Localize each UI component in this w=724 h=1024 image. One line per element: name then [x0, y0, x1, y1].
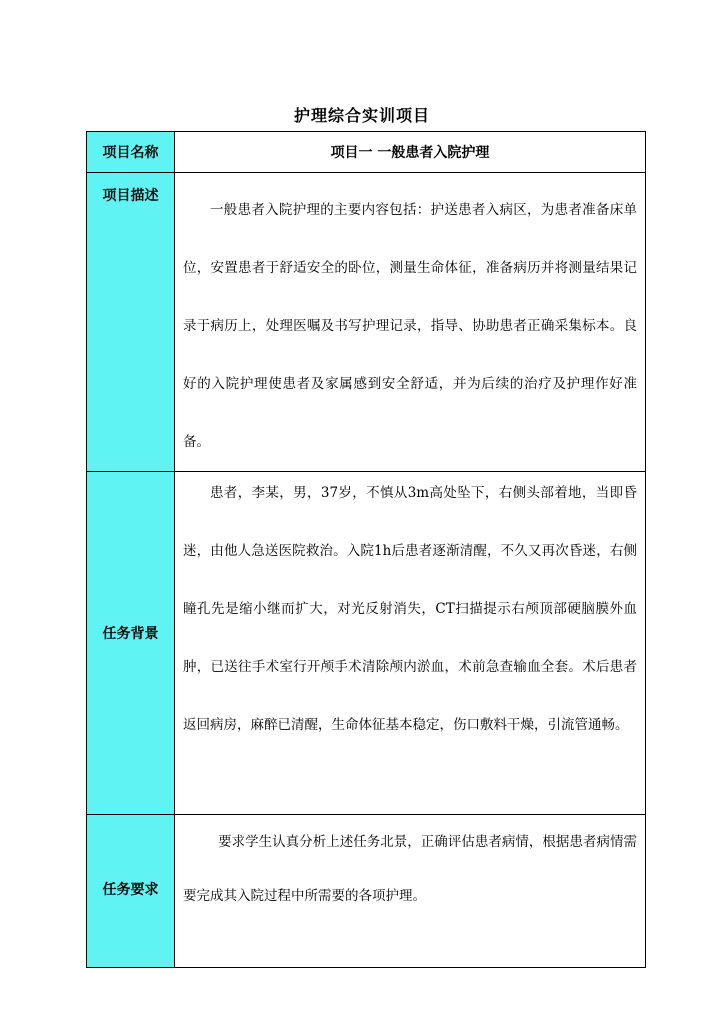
project-description-cell: [175, 173, 646, 472]
project-description-label: 项目描述: [87, 173, 175, 472]
task-background-cell: [175, 472, 646, 815]
task-background-text: 患者，李某，男，37岁，不慎从3m高处坠下，右侧头部着地，当即昏迷，由他人急送医院救治。入院1h后患者逐渐清醒，不久又再次昏迷，右侧瞳孔先是缩小继而扩大，对光反射消失，CT扫描提示右颅顶部硬脑膜外血肿，已送往手术室行开颅手术清除颅内淤血，术前急查输血全套。术后患者返回病房，麻醉已清醒，生命体征基本稳定，伤口敷料干燥，引流管通畅。: [183, 485, 637, 733]
table-row-task-requirement: [87, 815, 646, 968]
table-row-project-name: [87, 132, 646, 173]
task-requirement-text: 要求学生认真分析上述任务北景，正确评估患者病情，根据患者病情需要完成其入院过程中所需要的各项护理。: [183, 834, 637, 904]
task-background-label: 任务背景: [87, 472, 175, 815]
table-row-project-description: [87, 173, 646, 472]
project-name-label: 项目名称: [87, 132, 175, 173]
task-requirement-cell: [175, 815, 646, 968]
project-table: [86, 131, 646, 968]
document-title: 护理综合实训项目: [293, 106, 430, 125]
project-description-text: 一般患者入院护理的主要内容包括：护送患者入病区，为患者准备床单位，安置患者于舒适安全的卧位，测量生命体征，准备病历并将测量结果记录于病历上，处理医嘱及书写护理记录，指导、协助患者正确采集标本。良好的入院护理使患者及家属感到安全舒适，并为后续的治疗及护理作好准备。: [183, 202, 637, 450]
task-requirement-label: 任务要求: [87, 815, 175, 968]
table-row-task-background: [87, 472, 646, 815]
project-name-value: 项目一 一般患者入院护理: [175, 132, 646, 173]
